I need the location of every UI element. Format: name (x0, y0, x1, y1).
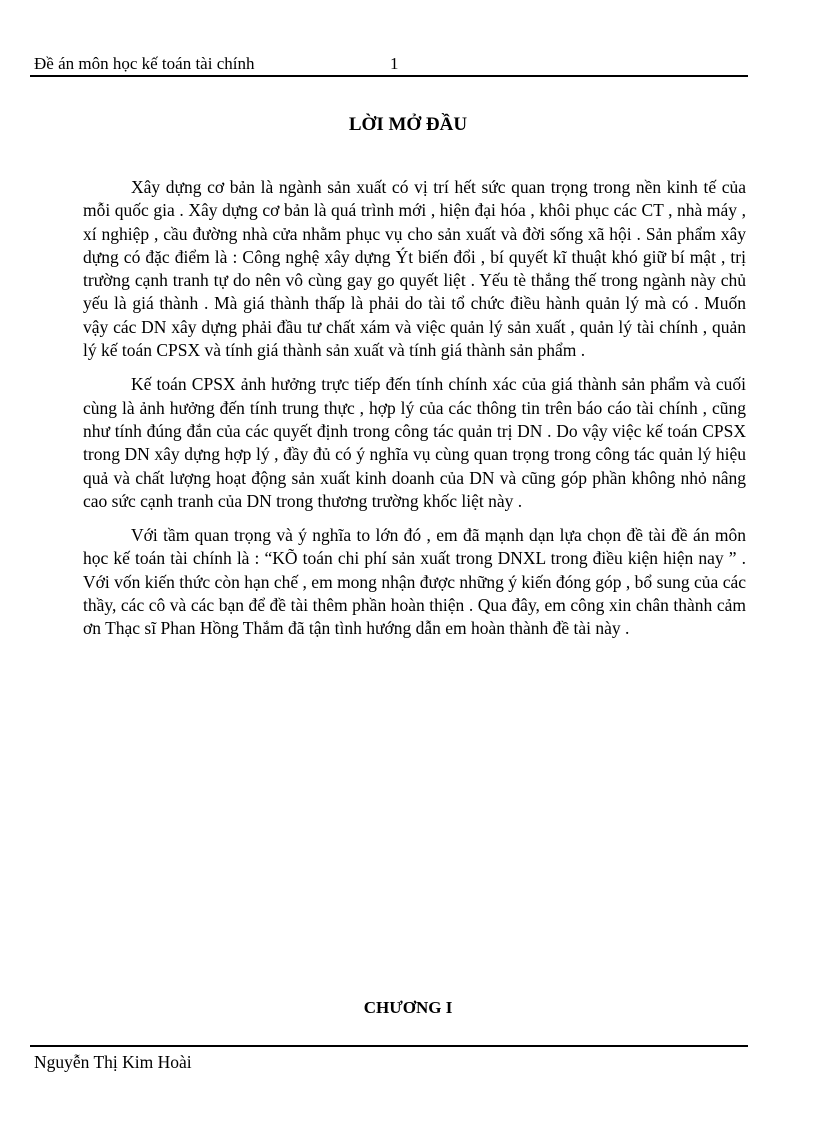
page-number: 1 (390, 54, 399, 73)
header-rule (30, 75, 748, 77)
chapter-heading: CHƯƠNG I (363, 998, 453, 1017)
footer-rule (30, 1045, 748, 1047)
paragraph-2: Kế toán CPSX ảnh hưởng trực tiếp đến tính chính xác của giá thành sản phẩm và cuối cùng là ảnh hưởng đến tính trung thực , hợp lý của các thông tin trên báo cáo tài chính , cũng như tính đúng đắn của các quyết định trong công tác quản trị DN . Do vậy việc kế toán CPSX trong DN xây dựng hợp lý , đầy đủ có ý nghĩa vụ cùng quan trọng trong công tác quản lý hiệu quả và chất lượng hoạt động sản xuất kinh doanh của DN và cũng góp phần không nhỏ nâng cao sức cạnh tranh của DN trong thương trường khốc liệt này . (83, 374, 746, 511)
document-title: LỜI MỞ ĐẦU (348, 114, 468, 135)
document-body (83, 176, 746, 652)
footer-author: Nguyễn Thị Kim Hoài (34, 1052, 192, 1072)
paragraph-3: Với tầm quan trọng và ý nghĩa to lớn đó , em đã mạnh dạn lựa chọn đề tài đề án môn học kế toán tài chính là : “KÕ toán chi phí sản xuất trong DNXL trong điều kiện hiện nay ” . Với vốn kiến thức còn hạn chế , em mong nhận được những ý kiến đóng góp , bổ sung của các thầy, các cô và các bạn để đề tài thêm phần hoàn thiện . Qua đây, em công xin chân thành cảm ơn Thạc sĩ Phan Hồng Thắm đã tận tình hướng dẫn em hoàn thành đề tài này . (83, 525, 746, 639)
header-title: Đề án môn học kế toán tài chính (34, 54, 255, 73)
paragraph-1: Xây dựng cơ bản là ngành sản xuất có vị trí hết sức quan trọng trong nền kinh tế của mỗi quốc gia . Xây dựng cơ bản là quá trình mới , hiện đại hóa , khôi phục các CT , nhà máy , xí nghiệp , cầu đường nhà cửa nhằm phục vụ cho sản xuất và đời sống xã hội . Sản phẩm xây dựng có đặc điểm là : Công nghệ xây dựng Ýt biến đổi , bí quyết kĩ thuật khó giữ bí mật , trị trường cạnh tranh tự do nên vô cùng gay go quyết liệt . Yếu tè thắng thế trong ngành này chủ yếu là giá thành . Mà giá thành thấp là phải do tài tổ chức điều hành quản lý mà có . Muốn vậy các DN xây dựng phải đầu tư chất xám và việc quản lý sản xuất , quản lý tài chính , quản lý kế toán CPSX và tính giá thành sản xuất và tính giá thành sản phẩm . (83, 177, 746, 361)
